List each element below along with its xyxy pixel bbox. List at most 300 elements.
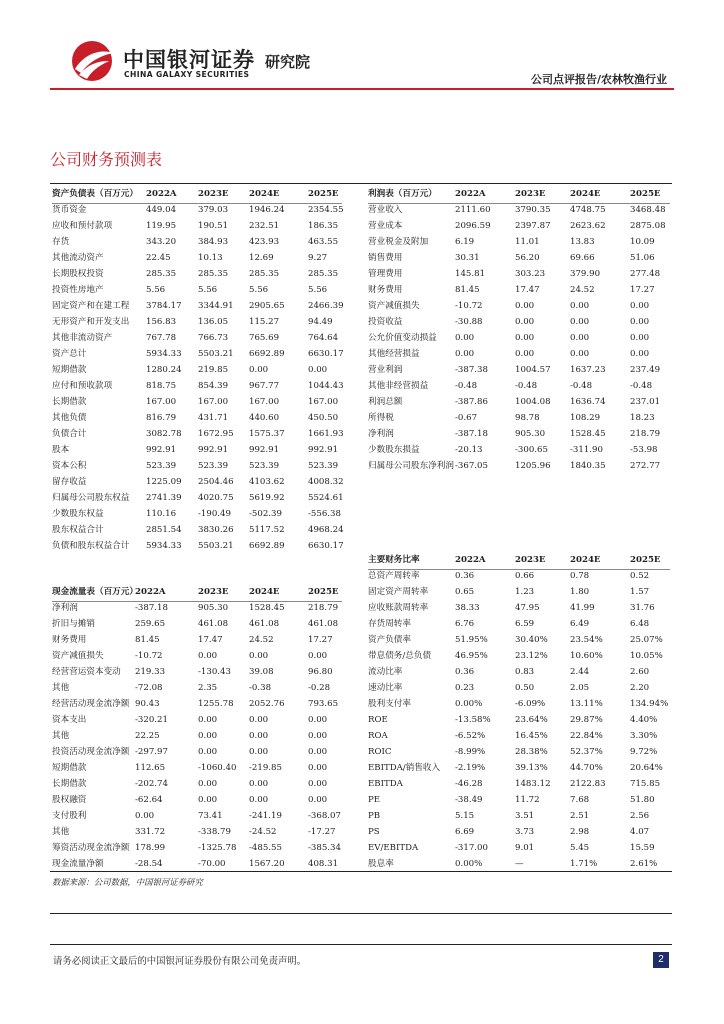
row-value: -130.43 <box>198 667 231 677</box>
row-value: 0.00% <box>455 699 483 709</box>
row-value: -297.97 <box>135 747 168 757</box>
row-value: 219.85 <box>198 365 229 375</box>
row-label: 资本支出 <box>52 715 87 725</box>
row-label: 筹资活动现金流净额 <box>52 843 130 853</box>
row-label: 总资产周转率 <box>368 571 420 581</box>
row-value: 69.66 <box>570 253 595 263</box>
row-value: 4968.24 <box>308 525 344 535</box>
row-label: 资本公积 <box>52 461 87 471</box>
row-value: 449.04 <box>146 205 177 215</box>
row-label: 投资收益 <box>368 317 403 327</box>
row-value: 94.49 <box>308 317 333 327</box>
row-value: -300.65 <box>515 445 548 455</box>
row-value: 44.70% <box>570 763 603 773</box>
table-title: 资产负债表（百万元） <box>52 189 138 199</box>
row-value: -8.99% <box>455 747 486 757</box>
row-value: 13.11% <box>570 699 603 709</box>
row-value: 0.00 <box>249 365 269 375</box>
row-value: 1280.24 <box>146 365 182 375</box>
row-value: -387.18 <box>135 603 168 613</box>
row-value: 285.35 <box>198 269 229 279</box>
row-value: 440.60 <box>249 413 280 423</box>
row-value: 1636.74 <box>570 397 606 407</box>
row-label: 投资性房地产 <box>52 285 104 295</box>
row-value: 6.49 <box>570 619 590 629</box>
row-value: 6692.89 <box>249 541 285 551</box>
row-value: 39.08 <box>249 667 274 677</box>
row-value: 0.78 <box>570 571 590 581</box>
row-value: 3790.35 <box>515 205 551 215</box>
year-header: 2025E <box>308 189 339 199</box>
row-label: 经营活动现金流净额 <box>52 699 130 709</box>
row-label: 资产总计 <box>52 349 87 359</box>
row-value: 3082.78 <box>146 429 182 439</box>
row-value: 0.00 <box>198 795 218 805</box>
brand-name-english: CHINA GALAXY SECURITIES <box>124 70 250 79</box>
row-value: 0.00 <box>515 317 535 327</box>
page-title: 公司财务预测表 <box>50 150 163 169</box>
row-value: 5.56 <box>198 285 218 295</box>
year-header: 2025E <box>630 555 661 565</box>
row-value: 0.00 <box>308 365 328 375</box>
row-value: 259.65 <box>135 619 166 629</box>
row-label: 股利支付率 <box>368 699 411 709</box>
row-value: 0.00 <box>630 301 650 311</box>
row-value: -387.18 <box>455 429 488 439</box>
row-value: 10.05% <box>630 651 663 661</box>
row-value: 5.56 <box>249 285 269 295</box>
row-label: 应付和预收款项 <box>52 381 113 391</box>
row-label: 少数股东损益 <box>368 445 420 455</box>
row-label: 流动比率 <box>368 667 403 677</box>
row-value: 0.00 <box>249 715 269 725</box>
row-value: 765.69 <box>249 333 280 343</box>
year-header: 2024E <box>249 587 280 597</box>
row-label: 其他 <box>52 731 70 741</box>
row-value: 30.31 <box>455 253 480 263</box>
row-value: 343.20 <box>146 237 177 247</box>
row-label: 投资活动现金流净额 <box>52 747 130 757</box>
row-value: -219.85 <box>249 763 282 773</box>
table-bottom-rule <box>50 871 672 872</box>
row-label: 负债和股东权益合计 <box>52 541 130 551</box>
row-value: 6630.17 <box>308 349 344 359</box>
row-label: 存货 <box>52 237 70 247</box>
row-value: 0.00 <box>198 779 218 789</box>
row-label: 财务费用 <box>52 635 87 645</box>
year-header: 2023E <box>198 587 229 597</box>
row-value: 423.93 <box>249 237 280 247</box>
row-value: 112.65 <box>135 763 166 773</box>
row-value: 3.73 <box>515 827 535 837</box>
row-label: 存货周转率 <box>368 619 411 629</box>
row-value: 3.30% <box>630 731 658 741</box>
page-number: 2 <box>653 952 669 968</box>
row-value: 0.36 <box>455 667 475 677</box>
row-value: 0.00 <box>308 651 328 661</box>
row-value: -28.54 <box>135 859 163 869</box>
year-header: 2022A <box>455 555 486 565</box>
row-value: 0.00 <box>308 763 328 773</box>
row-value: -53.98 <box>630 445 658 455</box>
row-value: 51.80 <box>630 795 655 805</box>
row-value: 136.05 <box>198 317 229 327</box>
row-value: 0.00 <box>249 651 269 661</box>
row-value: 818.75 <box>146 381 177 391</box>
row-label: PE <box>368 795 381 805</box>
row-value: 2.51 <box>570 811 590 821</box>
year-header: 2025E <box>630 189 661 199</box>
row-label: 无形资产和开发支出 <box>52 317 130 327</box>
row-value: 237.01 <box>630 397 661 407</box>
row-label: 公允价值变动损益 <box>368 333 437 343</box>
row-value: 23.54% <box>570 635 603 645</box>
row-label: 销售费用 <box>368 253 403 263</box>
row-value: -202.74 <box>135 779 168 789</box>
row-value: -190.49 <box>198 509 231 519</box>
row-value: -30.88 <box>455 317 483 327</box>
row-value: 277.48 <box>630 269 661 279</box>
row-value: -0.48 <box>515 381 538 391</box>
row-value: 4748.75 <box>570 205 606 215</box>
row-value: -367.05 <box>455 461 488 471</box>
row-label: 股息率 <box>368 859 394 869</box>
row-value: 134.94% <box>630 699 669 709</box>
row-value: 2.44 <box>570 667 590 677</box>
row-value: 0.00 <box>308 731 328 741</box>
row-value: 15.59 <box>630 843 655 853</box>
row-value: 237.49 <box>630 365 661 375</box>
row-value: 52.37% <box>570 747 603 757</box>
row-value: 3468.48 <box>630 205 666 215</box>
row-value: 12.69 <box>249 253 274 263</box>
row-label: 股权融资 <box>52 795 87 805</box>
row-value: 0.00 <box>308 747 328 757</box>
row-value: 992.91 <box>249 445 280 455</box>
row-label: 速动比率 <box>368 683 403 693</box>
row-value: 0.00 <box>455 349 475 359</box>
row-value: 992.91 <box>198 445 229 455</box>
row-value: -385.34 <box>308 843 341 853</box>
row-value: 30.40% <box>515 635 548 645</box>
header-divider <box>50 88 674 90</box>
row-value: 0.00 <box>198 651 218 661</box>
row-value: 10.09 <box>630 237 655 247</box>
row-label: 支付股利 <box>52 811 87 821</box>
row-value: 967.77 <box>249 381 280 391</box>
row-label: 营业税金及附加 <box>368 237 429 247</box>
row-label: 资产负债率 <box>368 635 411 645</box>
row-value: -338.79 <box>198 827 231 837</box>
row-label: 现金流量净额 <box>52 859 104 869</box>
row-value: -10.72 <box>455 301 483 311</box>
row-value: -6.52% <box>455 731 486 741</box>
row-value: 145.81 <box>455 269 486 279</box>
row-value: 17.47 <box>198 635 223 645</box>
row-label: 短期借款 <box>52 763 87 773</box>
row-value: 0.00 <box>570 317 590 327</box>
brand-name: 中国银河证券 <box>123 48 255 72</box>
row-label: 短期借款 <box>52 365 87 375</box>
row-value: 1225.09 <box>146 477 182 487</box>
row-value: -17.27 <box>308 827 336 837</box>
row-value: 56.20 <box>515 253 540 263</box>
row-value: 6692.89 <box>249 349 285 359</box>
row-value: 25.07% <box>630 635 663 645</box>
row-value: 0.00 <box>570 301 590 311</box>
row-value: 0.00 <box>198 747 218 757</box>
row-value: 96.80 <box>308 667 333 677</box>
row-label: 少数股东权益 <box>52 509 104 519</box>
row-value: 431.71 <box>198 413 229 423</box>
row-value: 0.00 <box>630 317 650 327</box>
row-value: 905.30 <box>515 429 546 439</box>
row-value: 22.45 <box>146 253 171 263</box>
row-value: 6.59 <box>515 619 535 629</box>
row-value: 16.45% <box>515 731 548 741</box>
year-header: 2022A <box>146 189 177 199</box>
row-value: 2.61% <box>630 859 658 869</box>
row-value: 4020.75 <box>198 493 234 503</box>
row-value: 7.68 <box>570 795 590 805</box>
row-value: -0.48 <box>570 381 593 391</box>
row-label: 财务费用 <box>368 285 403 295</box>
year-header: 2024E <box>570 555 601 565</box>
row-value: -2.19% <box>455 763 486 773</box>
row-value: 1637.23 <box>570 365 606 375</box>
year-header: 2025E <box>308 587 339 597</box>
row-value: -46.28 <box>455 779 483 789</box>
row-value: -502.39 <box>249 509 282 519</box>
row-value: 0.00 <box>249 779 269 789</box>
row-value: 24.52 <box>249 635 274 645</box>
row-value: 1.57 <box>630 587 650 597</box>
row-value: 1044.43 <box>308 381 344 391</box>
row-value: -387.86 <box>455 397 488 407</box>
row-label: EV/EBITDA <box>368 843 419 853</box>
row-value: 218.79 <box>308 603 339 613</box>
galaxy-logo-icon <box>67 39 117 83</box>
row-value: 1946.24 <box>249 205 285 215</box>
row-value: 1.80 <box>570 587 590 597</box>
row-value: -311.90 <box>570 445 603 455</box>
row-value: 0.36 <box>455 571 475 581</box>
row-value: 2052.76 <box>249 699 285 709</box>
year-header: 2024E <box>249 189 280 199</box>
row-value: 1483.12 <box>515 779 551 789</box>
row-value: 17.27 <box>630 285 655 295</box>
row-value: 523.39 <box>308 461 339 471</box>
row-value: 6.19 <box>455 237 475 247</box>
row-value: -62.64 <box>135 795 163 805</box>
row-value: 5503.21 <box>198 349 234 359</box>
row-label: 负债合计 <box>52 429 87 439</box>
row-value: 303.23 <box>515 269 546 279</box>
row-value: 715.85 <box>630 779 661 789</box>
row-label: ROA <box>368 731 388 741</box>
row-label: EBITDA <box>368 779 403 789</box>
ratios-header-rule <box>368 569 670 570</box>
row-value: 1528.45 <box>249 603 285 613</box>
row-label: 留存收益 <box>52 477 87 487</box>
row-value: -0.48 <box>455 381 478 391</box>
row-label: 长期借款 <box>52 779 87 789</box>
row-value: 98.78 <box>515 413 540 423</box>
row-value: 5619.92 <box>249 493 285 503</box>
row-value: 219.33 <box>135 667 166 677</box>
row-value: 793.65 <box>308 699 339 709</box>
row-label: 营业成本 <box>368 221 403 231</box>
row-value: 2.35 <box>198 683 218 693</box>
row-value: 992.91 <box>146 445 177 455</box>
row-label: 资产减值损失 <box>52 651 104 661</box>
row-value: 90.43 <box>135 699 160 709</box>
row-value: 11.72 <box>515 795 540 805</box>
row-label: PB <box>368 811 381 821</box>
row-value: 0.00 <box>249 731 269 741</box>
row-value: 2875.08 <box>630 221 666 231</box>
row-value: 523.39 <box>146 461 177 471</box>
row-value: 272.77 <box>630 461 661 471</box>
row-label: 固定资产周转率 <box>368 587 429 597</box>
row-label: 股东权益合计 <box>52 525 104 535</box>
row-label: ROE <box>368 715 388 725</box>
row-value: 0.65 <box>455 587 475 597</box>
row-value: 463.55 <box>308 237 339 247</box>
row-value: 0.00 <box>249 795 269 805</box>
row-value: 408.31 <box>308 859 339 869</box>
row-value: 0.83 <box>515 667 535 677</box>
row-value: 0.00 <box>515 333 535 343</box>
row-value: -317.00 <box>455 843 488 853</box>
row-value: 992.91 <box>308 445 339 455</box>
row-value: 2905.65 <box>249 301 285 311</box>
row-value: 2741.39 <box>146 493 182 503</box>
row-value: -1325.78 <box>198 843 237 853</box>
row-value: 2.56 <box>630 811 650 821</box>
row-value: 119.95 <box>146 221 177 231</box>
row-value: 0.00 <box>308 715 328 725</box>
row-value: -0.38 <box>249 683 272 693</box>
row-value: 3784.17 <box>146 301 182 311</box>
row-value: 4.40% <box>630 715 658 725</box>
row-value: 0.00 <box>249 747 269 757</box>
row-value: -0.67 <box>455 413 478 423</box>
year-header: 2023E <box>515 189 546 199</box>
balance-sheet-header-rule <box>52 203 342 204</box>
row-value: 2.05 <box>570 683 590 693</box>
row-value: 461.08 <box>249 619 280 629</box>
row-value: 167.00 <box>308 397 339 407</box>
row-value: 1.71% <box>570 859 598 869</box>
table-title: 主要财务比率 <box>368 555 420 565</box>
row-value: 1255.78 <box>198 699 234 709</box>
row-value: 115.27 <box>249 317 280 327</box>
row-label: 应收账款周转率 <box>368 603 429 613</box>
cash-flow-header-rule <box>52 601 342 602</box>
row-value: 6.69 <box>455 827 475 837</box>
brand-subtitle: 研究院 <box>265 53 311 71</box>
row-value: 764.64 <box>308 333 339 343</box>
row-value: 2122.83 <box>570 779 606 789</box>
row-label: 长期借款 <box>52 397 87 407</box>
year-header: 2024E <box>570 189 601 199</box>
row-value: 854.39 <box>198 381 229 391</box>
row-value: 22.84% <box>570 731 603 741</box>
row-label: 其他非经营损益 <box>368 381 429 391</box>
row-label: 其他 <box>52 683 70 693</box>
row-value: 20.64% <box>630 763 663 773</box>
row-value: 5934.33 <box>146 541 182 551</box>
row-value: 2466.39 <box>308 301 344 311</box>
row-value: 0.00 <box>570 333 590 343</box>
row-label: 资产减值损失 <box>368 301 420 311</box>
row-value: 9.72% <box>630 747 658 757</box>
row-value: 2111.60 <box>455 205 491 215</box>
row-value: -387.38 <box>455 365 488 375</box>
row-label: 归属母公司股东权益 <box>52 493 130 503</box>
row-value: 2.98 <box>570 827 590 837</box>
row-value: 167.00 <box>146 397 177 407</box>
row-value: 0.00 <box>515 301 535 311</box>
table-title: 利润表（百万元） <box>368 189 437 199</box>
row-value: 1840.35 <box>570 461 606 471</box>
row-value: 0.23 <box>455 683 475 693</box>
row-value: 0.66 <box>515 571 535 581</box>
row-value: 523.39 <box>249 461 280 471</box>
row-value: 10.13 <box>198 253 223 263</box>
row-value: 1.23 <box>515 587 535 597</box>
row-value: 167.00 <box>249 397 280 407</box>
row-value: 0.00% <box>455 859 483 869</box>
row-value: 450.50 <box>308 413 339 423</box>
row-value: 28.38% <box>515 747 548 757</box>
row-label: 净利润 <box>52 603 78 613</box>
row-value: 4103.62 <box>249 477 285 487</box>
row-value: 31.76 <box>630 603 655 613</box>
footer-divider <box>50 944 672 945</box>
row-value: 0.52 <box>630 571 650 581</box>
row-value: 186.35 <box>308 221 339 231</box>
row-value: 2096.59 <box>455 221 491 231</box>
row-value: 285.35 <box>249 269 280 279</box>
row-value: 5.45 <box>570 843 590 853</box>
section-end-rule <box>50 913 672 914</box>
row-value: -10.72 <box>135 651 163 661</box>
row-value: 10.60% <box>570 651 603 661</box>
row-value: 81.45 <box>455 285 480 295</box>
row-value: 1567.20 <box>249 859 285 869</box>
row-value: — <box>515 859 524 869</box>
row-value: 0.00 <box>308 795 328 805</box>
row-value: -485.55 <box>249 843 282 853</box>
row-value: 0.00 <box>570 349 590 359</box>
row-value: 0.00 <box>515 349 535 359</box>
table-top-rule <box>50 183 672 184</box>
row-value: 5503.21 <box>198 541 234 551</box>
row-label: 营业利润 <box>368 365 403 375</box>
footer-disclaimer: 请务必阅读正文最后的中国银河证券股份有限公司免责声明。 <box>53 956 307 967</box>
row-value: 51.06 <box>630 253 655 263</box>
row-value: 41.99 <box>570 603 595 613</box>
row-value: 22.25 <box>135 731 160 741</box>
row-value: 73.41 <box>198 811 223 821</box>
row-value: 1528.45 <box>570 429 606 439</box>
data-source-note: 数据来源：公司数据，中国银河证券研究 <box>52 877 203 887</box>
row-value: 167.00 <box>198 397 229 407</box>
row-value: 108.29 <box>570 413 601 423</box>
row-value: -6.09% <box>515 699 546 709</box>
